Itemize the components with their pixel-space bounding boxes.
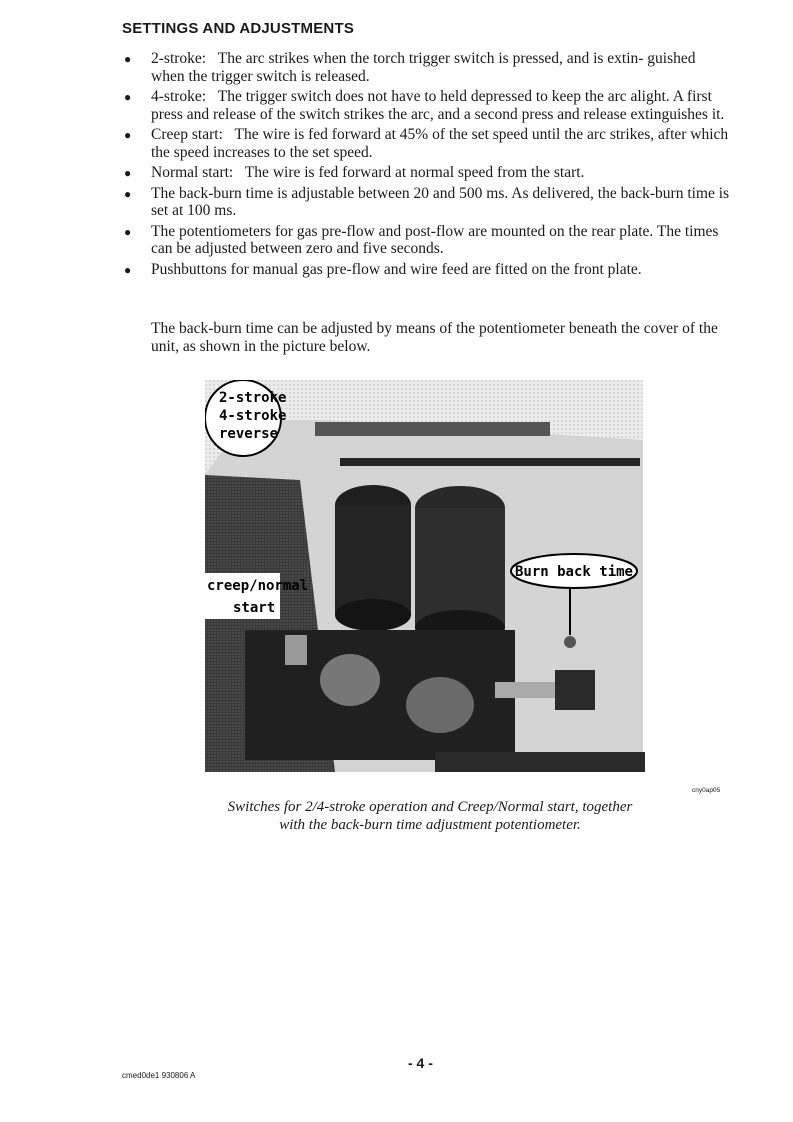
callout-burn-back-text: Burn back time [514, 564, 634, 580]
list-item [120, 126, 732, 161]
bullet-icon: ● [124, 186, 132, 201]
item-label: Normal start: [151, 164, 234, 181]
settings-list [120, 50, 732, 281]
item-label: Creep start: [151, 126, 223, 143]
bullet-icon: ● [124, 166, 132, 180]
bullet-icon: ● [124, 128, 132, 142]
callout-start-line-2: start [233, 600, 276, 616]
intro-paragraph: The back-burn time can be adjusted by means of the potentiometer beneath the cover of the unit, as shown in the picture below. [151, 320, 718, 355]
item-label: 4-stroke: [151, 88, 207, 105]
page-number: - 4 - [408, 1055, 433, 1071]
callout-stroke-line-3: reverse [219, 426, 279, 442]
item-text: The wire is fed forward at normal speed from the start. [244, 164, 585, 181]
photo-reference: cny0ap05 [692, 787, 721, 794]
item-label: 2-stroke: [151, 50, 207, 67]
item-text: The trigger switch does not have to held depressed to keep the arc alight. A first press and release of the switch strikes the arc, and a second press and release extinguishes it. [151, 88, 725, 123]
unit-photo [205, 380, 645, 780]
caption-line-2: with the back-burn time adjustment potentiometer. [279, 817, 581, 833]
bullet-icon: ● [124, 90, 132, 104]
item-text: The potentiometers for gas pre-flow and post-flow are mounted on the rear plate. The times can be adjusted between zero and five seconds. [151, 222, 719, 257]
list-item [120, 185, 732, 220]
list-item [120, 50, 732, 85]
bullet-icon: ● [124, 262, 132, 277]
item-text: Pushbuttons for manual gas pre-flow and wire feed are fitted on the front plate. [151, 260, 642, 278]
bullet-icon: ● [124, 52, 132, 66]
bullet-icon: ● [124, 224, 132, 239]
section-heading: SETTINGS AND ADJUSTMENTS [122, 20, 355, 37]
figure-caption [180, 798, 680, 834]
list-item [120, 88, 732, 123]
list-item [120, 223, 732, 258]
callout-stroke-line-2: 4-stroke [219, 408, 287, 424]
list-item [120, 261, 732, 279]
callout-stroke-line-1: 2-stroke [219, 390, 287, 406]
caption-line-1: Switches for 2/4-stroke operation and Creep/Normal start, together [227, 799, 633, 815]
document-code: cmed0de1 930806 A [122, 1071, 196, 1080]
item-text: The back-burn time is adjustable between 20 and 500 ms. As delivered, the back-burn time is set at 100 ms. [151, 184, 730, 219]
item-text: The arc strikes when the torch trigger switch is pressed, and is extin- guished when the trigger switch is released. [151, 50, 696, 85]
list-item [120, 164, 732, 182]
callout-start-line-1: creep/normal [207, 578, 309, 594]
item-text: The wire is fed forward at 45% of the set speed until the arc strikes, after which the speed increases to the set speed. [151, 126, 729, 161]
